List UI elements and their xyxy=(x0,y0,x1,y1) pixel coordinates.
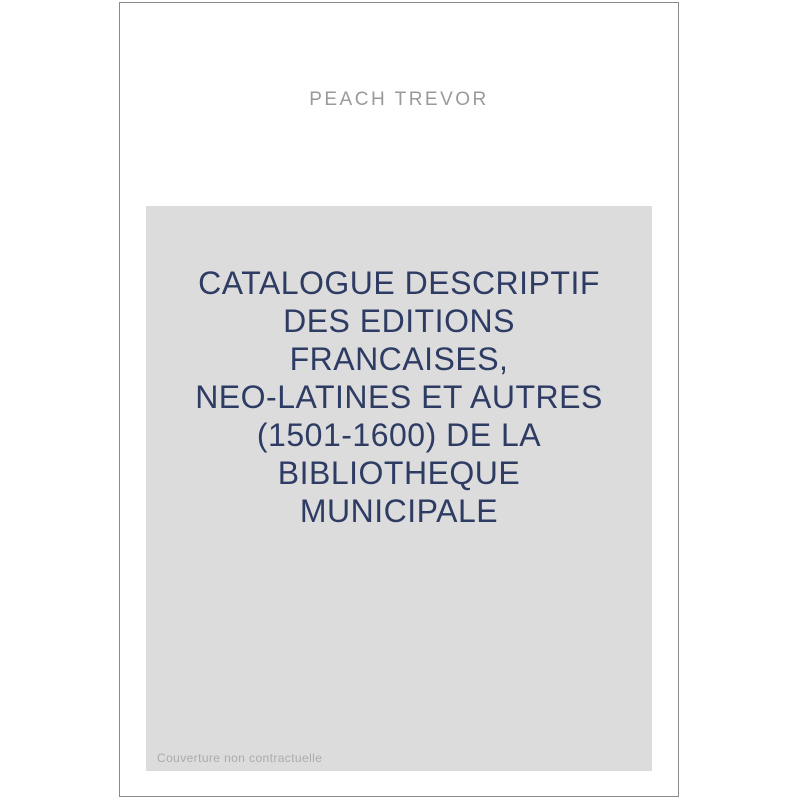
title-line: FRANCAISES, xyxy=(289,341,509,377)
author-name: PEACH TREVOR xyxy=(309,89,489,110)
title-line: CATALOGUE DESCRIPTIF xyxy=(198,265,600,301)
title-line: DES EDITIONS xyxy=(283,303,515,339)
cover-disclaimer: Couverture non contractuelle xyxy=(157,751,323,765)
title-line: NEO-LATINES ET AUTRES xyxy=(195,379,603,415)
title-line: MUNICIPALE xyxy=(299,493,499,529)
title-line: BIBLIOTHEQUE xyxy=(277,455,521,491)
title-line: (1501-1600) DE LA xyxy=(256,417,542,453)
book-cover xyxy=(119,2,679,797)
book-title xyxy=(146,264,652,530)
title-panel xyxy=(146,206,652,771)
